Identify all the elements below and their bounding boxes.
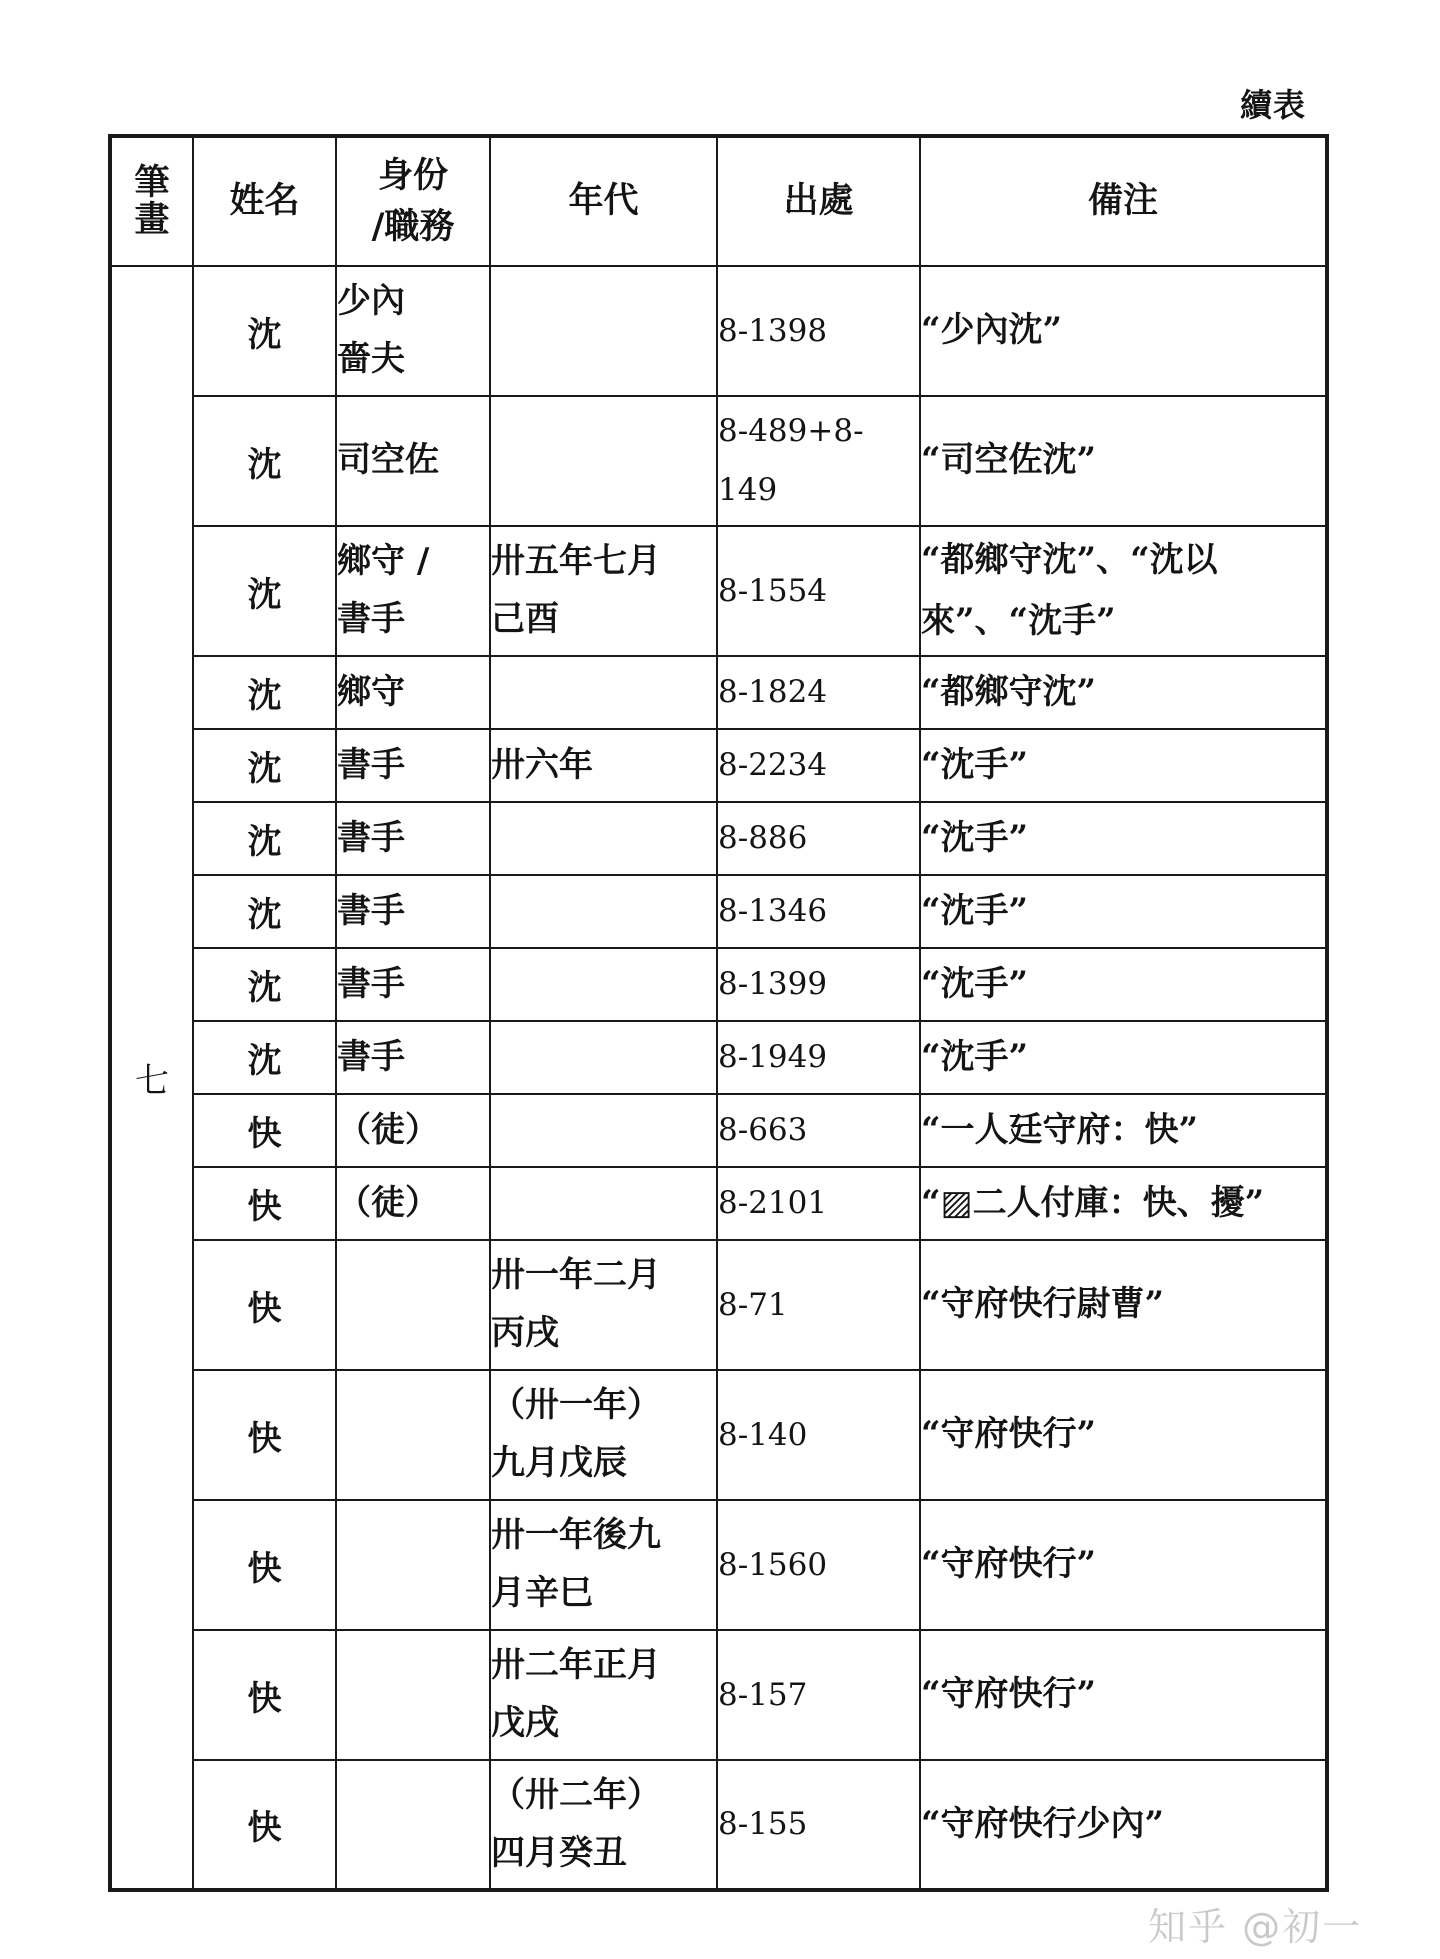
source-cell: 8-489+8- 149 [717, 396, 920, 526]
source-cell: 8-155 [717, 1760, 920, 1890]
source-cell: 8-1346 [717, 875, 920, 948]
source-cell: 8-1398 [717, 266, 920, 396]
source-cell: 8-2234 [717, 729, 920, 802]
era-cell [490, 396, 717, 526]
name-cell: 快 [193, 1094, 336, 1167]
watermark: 知乎 @初一 [1148, 1905, 1363, 1949]
name-cell: 快 [193, 1500, 336, 1630]
era-cell [490, 266, 717, 396]
role-cell [336, 1630, 490, 1760]
table-row [110, 1630, 1327, 1760]
role-cell: 司空佐 [336, 396, 490, 526]
name-cell: 沈 [193, 266, 336, 396]
note-cell: “都鄉守沈”、“沈以 來”、“沈手” [920, 526, 1327, 656]
source-cell: 8-1824 [717, 656, 920, 729]
stroke-count-cell: 七 [110, 266, 193, 1890]
header-role: 身份 /職務 [336, 136, 490, 266]
role-cell [336, 1500, 490, 1630]
table-row [110, 1760, 1327, 1890]
role-cell: 書手 [336, 802, 490, 875]
table-row [110, 1167, 1327, 1240]
table-caption: 續表 [1239, 86, 1306, 124]
table-row [110, 1240, 1327, 1370]
source-cell: 8-1560 [717, 1500, 920, 1630]
name-cell: 快 [193, 1760, 336, 1890]
note-cell: “守府快行” [920, 1500, 1327, 1630]
role-cell [336, 1760, 490, 1890]
note-cell: “守府快行尉曹” [920, 1240, 1327, 1370]
name-cell: 快 [193, 1240, 336, 1370]
table-row [110, 1021, 1327, 1094]
role-cell: （徒） [336, 1167, 490, 1240]
table-row [110, 802, 1327, 875]
header-name: 姓名 [193, 136, 336, 266]
source-cell: 8-2101 [717, 1167, 920, 1240]
role-cell [336, 1240, 490, 1370]
table-row [110, 656, 1327, 729]
note-cell: “一人廷守府：快” [920, 1094, 1327, 1167]
era-cell [490, 1167, 717, 1240]
source-cell: 8-663 [717, 1094, 920, 1167]
header-source: 出處 [717, 136, 920, 266]
era-cell: （卅一年） 九月戊辰 [490, 1370, 717, 1500]
table-row [110, 1500, 1327, 1630]
era-cell: 卅二年正月 戊戌 [490, 1630, 717, 1760]
era-cell [490, 1094, 717, 1167]
header-note: 備注 [920, 136, 1327, 266]
era-cell: 卅六年 [490, 729, 717, 802]
name-cell: 沈 [193, 875, 336, 948]
name-cell: 快 [193, 1630, 336, 1760]
source-cell: 8-157 [717, 1630, 920, 1760]
note-cell: “沈手” [920, 802, 1327, 875]
note-cell: “守府快行” [920, 1370, 1327, 1500]
role-cell: 書手 [336, 948, 490, 1021]
name-cell: 沈 [193, 729, 336, 802]
table-row [110, 1370, 1327, 1500]
note-cell: “▨二人付庫：快、擾” [920, 1167, 1327, 1240]
era-cell: 卅一年後九 月辛巳 [490, 1500, 717, 1630]
era-cell [490, 802, 717, 875]
table-row [110, 396, 1327, 526]
table-row [110, 875, 1327, 948]
note-cell: “都鄉守沈” [920, 656, 1327, 729]
name-cell: 快 [193, 1370, 336, 1500]
source-cell: 8-140 [717, 1370, 920, 1500]
source-cell: 8-71 [717, 1240, 920, 1370]
table-row [110, 266, 1327, 396]
role-cell: 書手 [336, 729, 490, 802]
table-row [110, 526, 1327, 656]
note-cell: “沈手” [920, 729, 1327, 802]
era-cell [490, 656, 717, 729]
header-row [110, 136, 1327, 266]
source-cell: 8-1949 [717, 1021, 920, 1094]
era-cell: 卅一年二月 丙戌 [490, 1240, 717, 1370]
name-cell: 沈 [193, 396, 336, 526]
note-cell: “少內沈” [920, 266, 1327, 396]
table-row [110, 1094, 1327, 1167]
table-row [110, 948, 1327, 1021]
source-cell: 8-1554 [717, 526, 920, 656]
note-cell: “守府快行少內” [920, 1760, 1327, 1890]
role-cell: 少內 嗇夫 [336, 266, 490, 396]
name-table [108, 134, 1329, 1892]
note-cell: “沈手” [920, 948, 1327, 1021]
name-cell: 沈 [193, 948, 336, 1021]
note-cell: “沈手” [920, 1021, 1327, 1094]
role-cell: 書手 [336, 1021, 490, 1094]
role-cell: 鄉守 [336, 656, 490, 729]
note-cell: “守府快行” [920, 1630, 1327, 1760]
note-cell: “沈手” [920, 875, 1327, 948]
name-cell: 沈 [193, 1021, 336, 1094]
name-cell: 快 [193, 1167, 336, 1240]
era-cell [490, 948, 717, 1021]
role-cell [336, 1370, 490, 1500]
header-stroke: 筆 畫 [110, 136, 193, 266]
era-cell [490, 1021, 717, 1094]
name-cell: 沈 [193, 656, 336, 729]
source-cell: 8-886 [717, 802, 920, 875]
era-cell: （卅二年） 四月癸丑 [490, 1760, 717, 1890]
role-cell: 鄉守 / 書手 [336, 526, 490, 656]
table-row [110, 729, 1327, 802]
name-cell: 沈 [193, 526, 336, 656]
era-cell: 卅五年七月 己酉 [490, 526, 717, 656]
header-era: 年代 [490, 136, 717, 266]
source-cell: 8-1399 [717, 948, 920, 1021]
role-cell: （徒） [336, 1094, 490, 1167]
name-cell: 沈 [193, 802, 336, 875]
note-cell: “司空佐沈” [920, 396, 1327, 526]
era-cell [490, 875, 717, 948]
role-cell: 書手 [336, 875, 490, 948]
